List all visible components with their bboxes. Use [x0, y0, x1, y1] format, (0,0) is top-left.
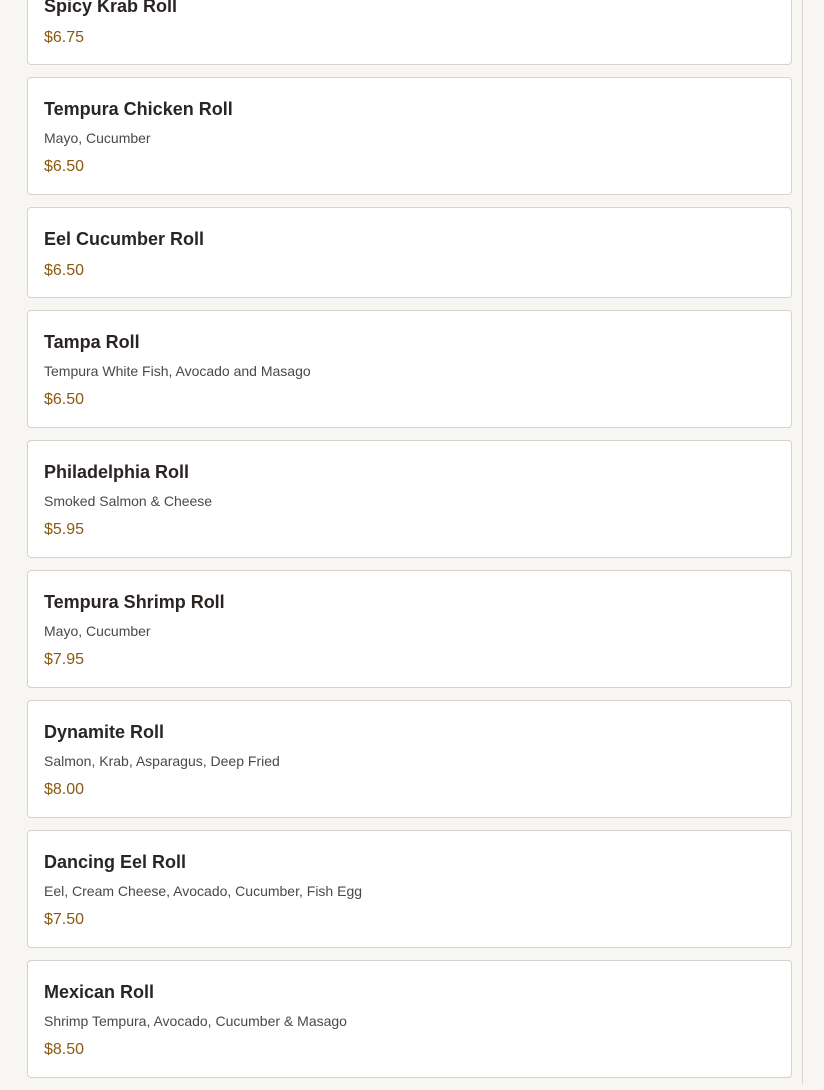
- item-price: $7.95: [44, 651, 85, 668]
- menu-item-spicy-krab-roll[interactable]: [27, 0, 792, 65]
- item-name: Spicy Krab Roll: [44, 0, 178, 16]
- item-name: Philadelphia Roll: [44, 462, 190, 482]
- menu-item-list: [27, 0, 792, 1090]
- item-price: $5.95: [44, 521, 85, 538]
- item-description: Mayo, Cucumber: [44, 130, 151, 146]
- item-price: $7.50: [44, 911, 85, 928]
- menu-item-tempura-chicken-roll[interactable]: [27, 77, 792, 195]
- item-name: Dancing Eel Roll: [44, 852, 187, 872]
- item-description: Mayo, Cucumber: [44, 623, 151, 639]
- item-description: Tempura White Fish, Avocado and Masago: [44, 363, 311, 379]
- menu-item-mexican-roll[interactable]: [27, 960, 792, 1078]
- item-name: Mexican Roll: [44, 982, 155, 1002]
- item-price: $6.50: [44, 262, 85, 279]
- menu-item-philadelphia-roll[interactable]: [27, 440, 792, 558]
- item-name: Dynamite Roll: [44, 722, 165, 742]
- item-price: $8.00: [44, 781, 85, 798]
- menu-item-dancing-eel-roll[interactable]: [27, 830, 792, 948]
- item-name: Tempura Chicken Roll: [44, 99, 233, 119]
- scroll-rail: [802, 0, 803, 1084]
- item-name: Tempura Shrimp Roll: [44, 592, 225, 612]
- menu-item-eel-cucumber-roll[interactable]: [27, 207, 792, 298]
- item-price: $8.50: [44, 1041, 85, 1058]
- item-price: $6.50: [44, 158, 85, 175]
- item-description: Shrimp Tempura, Avocado, Cucumber & Masago: [44, 1013, 347, 1029]
- menu-item-tempura-shrimp-roll[interactable]: [27, 570, 792, 688]
- menu-item-dynamite-roll[interactable]: [27, 700, 792, 818]
- item-description: Smoked Salmon & Cheese: [44, 493, 213, 509]
- item-name: Eel Cucumber Roll: [44, 229, 205, 249]
- item-description: Salmon, Krab, Asparagus, Deep Fried: [44, 753, 280, 769]
- item-price: $6.75: [44, 29, 85, 46]
- item-description: Eel, Cream Cheese, Avocado, Cucumber, Fish Egg: [44, 883, 363, 899]
- item-name: Tampa Roll: [44, 332, 140, 352]
- menu-item-tampa-roll[interactable]: [27, 310, 792, 428]
- item-price: $6.50: [44, 391, 85, 408]
